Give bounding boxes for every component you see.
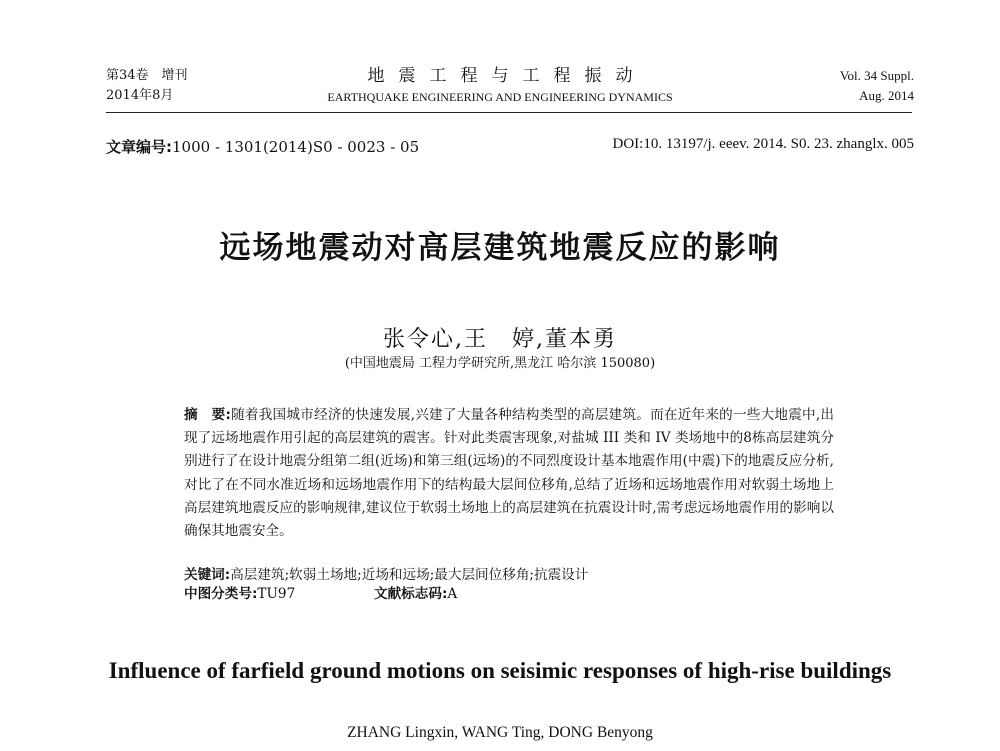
date-en: Aug. 2014	[859, 88, 914, 103]
article-number	[106, 136, 419, 157]
document-code-label: 文献标志码:	[374, 586, 448, 602]
volume-en: Vol. 34 Suppl.	[839, 68, 914, 83]
paper-title-en: Influence of farfield ground motions on seisimic responses of high-rise buildings	[108, 658, 892, 683]
classification	[184, 583, 295, 606]
document-code-value: A	[447, 586, 458, 602]
abstract	[184, 404, 834, 543]
keywords-label: 关键词:	[184, 567, 231, 583]
affiliation-cn: (中国地震局 工程力学研究所,黑龙江 哈尔滨 150080)	[344, 356, 656, 371]
header-divider	[106, 112, 912, 113]
article-number-value: 1000 - 1301(2014)S0 - 0023 - 05	[172, 138, 420, 156]
paper-title-cn: 远场地震动对高层建筑地震反应的影响	[219, 230, 781, 266]
classification-label: 中图分类号:	[184, 586, 258, 602]
authors-en: ZHANG Lingxin, WANG Ting, DONG Benyong	[347, 724, 653, 741]
abstract-text: 随着我国城市经济的快速发展,兴建了大量各种结构类型的高层建筑。而在近年来的一些大地震中,出现了远场地震作用引起的高层建筑的震害。针对此类震害现象,对盐城 III 类和 IV 类场地中的8栋高层建筑分别进行了在设计地震分组第二组(近场)和第三组(远场)的不同烈度设计基本地震作用(中震)下的地震反应分析,对比了在不同水准近场和远场地震作用下的结构最大层间位移角,总结了近场和远场地震作用对软弱土场地上高层建筑地震反应的影响规律,建议位于软弱土场地上的高层建筑在抗震设计时,需考虑远场地震作用的影响以确保其地震安全。	[184, 407, 835, 540]
journal-name-en: EARTHQUAKE ENGINEERING AND ENGINEERING DYNAMICS	[327, 90, 673, 104]
journal-name-cn: 地震工程与工程振动	[367, 66, 647, 86]
keywords-text: 高层建筑;软弱土场地;近场和远场;最大层间位移角;抗震设计	[230, 567, 589, 583]
authors-cn: 张令心,王 婷,董本勇	[383, 327, 617, 352]
article-number-label: 文章编号:	[106, 138, 172, 156]
journal-header	[300, 64, 700, 106]
date-cn: 2014年8月	[106, 88, 174, 103]
document-code	[374, 583, 457, 606]
classification-value: TU97	[257, 586, 296, 602]
volume-cn: 第34卷 增刊	[106, 68, 188, 83]
doi: DOI:10. 13197/j. eeev. 2014. S0. 23. zhanglx. 005	[612, 136, 914, 152]
header-volume-info	[106, 66, 188, 106]
abstract-label: 摘 要:	[184, 407, 231, 423]
header-volume-info-en	[840, 66, 914, 106]
